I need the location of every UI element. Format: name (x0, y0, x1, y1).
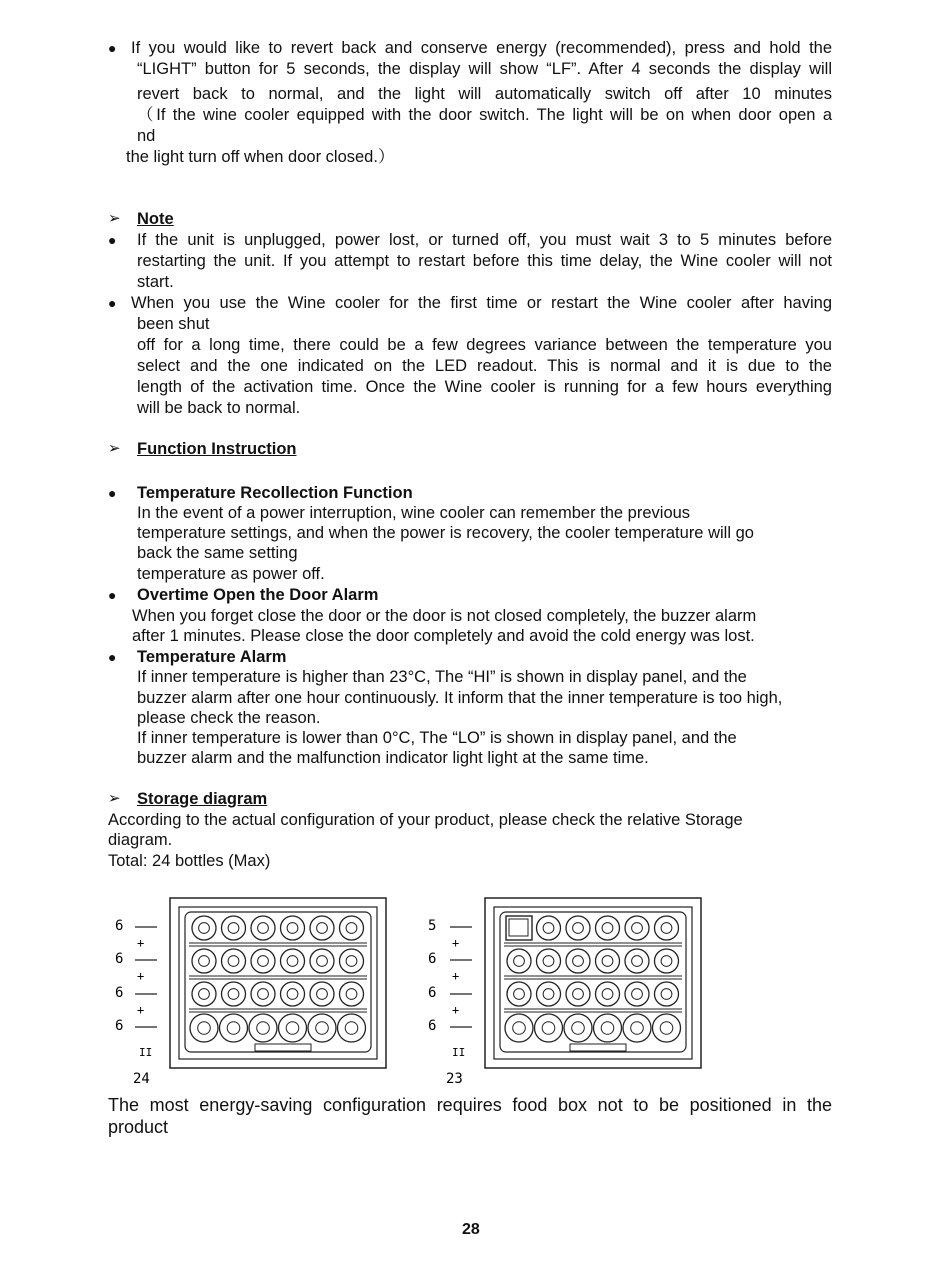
bottle-neck (573, 956, 584, 967)
bottle-outer (249, 1014, 277, 1042)
bottle-neck (228, 956, 239, 967)
bottle-outer (192, 949, 216, 973)
food-box-inner (509, 919, 528, 936)
bullet-icon: ● (108, 587, 117, 603)
row-count-label: 6 (428, 985, 437, 1001)
bottle-outer (537, 949, 561, 973)
page-number: 28 (462, 1221, 480, 1238)
bottle-outer (222, 949, 246, 973)
bottle-neck (258, 956, 269, 967)
bottle-outer (537, 982, 561, 1006)
bottle-neck (573, 989, 584, 1000)
bottle-neck (257, 1022, 270, 1035)
bottle-outer (566, 916, 590, 940)
bottle-neck (573, 923, 584, 934)
bottle-neck (514, 989, 525, 1000)
bottle-outer (507, 982, 531, 1006)
text-line: According to the actual configuration of your product, please check the relative Storage (108, 811, 743, 829)
plus-sign: + (137, 1003, 145, 1017)
bottle-outer (340, 982, 364, 1006)
bottle-neck (199, 989, 210, 1000)
bottle-neck (316, 1022, 329, 1035)
text-line: In the event of a power interruption, wine cooler can remember the previous (137, 504, 691, 522)
bottle-rows (504, 916, 682, 1051)
bottle-neck (543, 923, 554, 934)
bottle-outer (251, 949, 275, 973)
bottle-outer (281, 982, 305, 1006)
text-line: off for a long time, there could be a few degrees variance between the temperature you (137, 336, 832, 354)
bottle-neck (227, 1022, 240, 1035)
bottle-outer (279, 1014, 307, 1042)
bottle-neck (258, 923, 269, 934)
bottle-outer (625, 949, 649, 973)
bottle-neck (632, 923, 643, 934)
bottle-outer (220, 1014, 248, 1042)
bottle-outer (655, 982, 679, 1006)
bullet-icon: ● (108, 295, 117, 311)
bottle-outer (251, 916, 275, 940)
text-line: please check the reason. (137, 709, 321, 727)
text-line: Total: 24 bottles (Max) (108, 852, 271, 870)
bottle-outer (596, 949, 620, 973)
plus-sign: + (452, 936, 460, 950)
row-count-label: 6 (115, 951, 124, 967)
bottle-outer (192, 916, 216, 940)
bottle-neck (514, 956, 525, 967)
bottle-neck (228, 989, 239, 1000)
bottle-outer (310, 916, 334, 940)
text-line: If the unit is unplugged, power lost, or turned off, you must wait 3 to 5 minutes before (137, 231, 832, 249)
function-heading: Function Instruction (137, 440, 297, 458)
bottle-outer (655, 949, 679, 973)
bottle-outer (222, 982, 246, 1006)
bottle-neck (602, 956, 613, 967)
total-label: 23 (446, 1071, 463, 1087)
bottle-outer (625, 982, 649, 1006)
text-line: If you would like to revert back and conserve energy (recommended), press and hold the (131, 39, 832, 57)
bottle-outer (192, 982, 216, 1006)
bottle-neck (317, 923, 328, 934)
text-line: When you use the Wine cooler for the first time or restart the Wine cooler after having (131, 294, 832, 312)
bottle-outer (251, 982, 275, 1006)
row-count-label: 5 (428, 918, 437, 934)
bottle-neck (602, 989, 613, 1000)
feature-title: Overtime Open the Door Alarm (137, 586, 379, 604)
text-line: buzzer alarm and the malfunction indicator light light at the same time. (137, 749, 649, 767)
bottle-outer (594, 1014, 622, 1042)
control-panel (255, 1044, 311, 1051)
text-line: buzzer alarm after one hour continuously. It inform that the inner temperature is too high, (137, 689, 783, 707)
bottle-outer (507, 949, 531, 973)
bottle-outer (340, 916, 364, 940)
bottle-neck (345, 1022, 358, 1035)
bottle-neck (346, 923, 357, 934)
bottle-neck (543, 989, 554, 1000)
row-count-label: 6 (428, 1018, 437, 1034)
bottle-neck (199, 923, 210, 934)
plus-sign: + (452, 1003, 460, 1017)
bottle-neck (543, 956, 554, 967)
bottle-neck (602, 923, 613, 934)
bottle-neck (286, 1022, 299, 1035)
bottle-outer (222, 916, 246, 940)
bottle-outer (310, 982, 334, 1006)
bottle-outer (566, 982, 590, 1006)
bullet-icon: ● (108, 40, 117, 56)
text-line: the light turn off when door closed.） (126, 148, 395, 166)
bottle-outer (537, 916, 561, 940)
text-line: “LIGHT” button for 5 seconds, the display will show “LF”. After 4 seconds the display will (137, 60, 832, 78)
bottle-outer (308, 1014, 336, 1042)
bottle-neck (632, 956, 643, 967)
text-line: will be back to normal. (137, 399, 301, 417)
text-line: back the same setting (137, 544, 298, 562)
bottle-neck (660, 1022, 673, 1035)
bottle-outer (340, 949, 364, 973)
bottle-outer (505, 1014, 533, 1042)
text-line: If inner temperature is higher than 23°C, The “HI” is shown in display panel, and the (137, 668, 747, 686)
bottle-outer (655, 916, 679, 940)
bottle-neck (632, 989, 643, 1000)
total-label: 24 (133, 1071, 150, 1087)
bullet-icon: ● (108, 485, 117, 501)
bottle-neck (542, 1022, 555, 1035)
text-line: temperature as power off. (137, 565, 325, 583)
text-line: restarting the unit. If you attempt to restart before this time delay, the Wine cooler will not (137, 252, 832, 270)
bottle-neck (661, 989, 672, 1000)
equals-sign: II (139, 1046, 153, 1059)
bottle-outer (596, 916, 620, 940)
bottle-outer (190, 1014, 218, 1042)
bottle-neck (199, 956, 210, 967)
plus-sign: + (452, 969, 460, 983)
feature-title: Temperature Recollection Function (137, 484, 413, 502)
arrow-bullet-icon: ➢ (108, 790, 121, 807)
bottle-neck (601, 1022, 614, 1035)
text-line: select and the one indicated on the LED readout. This is normal and it is due to the (137, 357, 832, 375)
text-line: been shut (137, 315, 210, 333)
bottle-outer (338, 1014, 366, 1042)
text-line: When you forget close the door or the door is not closed completely, the buzzer alarm (132, 607, 757, 625)
bottle-neck (513, 1022, 526, 1035)
bottle-outer (310, 949, 334, 973)
bottle-outer (566, 949, 590, 973)
bullet-icon: ● (108, 232, 117, 248)
bullet-icon: ● (108, 649, 117, 665)
bottle-neck (287, 989, 298, 1000)
control-panel (570, 1044, 626, 1051)
row-count-label: 6 (428, 951, 437, 967)
bottle-neck (228, 923, 239, 934)
bottle-outer (281, 916, 305, 940)
storage-diagram-right (420, 890, 710, 1090)
text-line: （If the wine cooler equipped with the door switch. The light will be on when door open a (137, 106, 832, 124)
text-line: revert back to normal, and the light will automatically switch off after 10 minutes (137, 85, 832, 103)
bottle-neck (661, 923, 672, 934)
bottle-outer (535, 1014, 563, 1042)
arrow-bullet-icon: ➢ (108, 440, 121, 457)
bottle-outer (281, 949, 305, 973)
arrow-bullet-icon: ➢ (108, 210, 121, 227)
storage-diagram-left (105, 890, 395, 1090)
bottle-outer (625, 916, 649, 940)
text-line: start. (137, 273, 174, 291)
bottle-neck (346, 956, 357, 967)
note-heading: Note (137, 210, 174, 228)
text-line: after 1 minutes. Please close the door completely and avoid the cold energy was lost. (132, 627, 755, 645)
row-count-label: 6 (115, 918, 124, 934)
bottle-neck (317, 989, 328, 1000)
bottle-neck (572, 1022, 585, 1035)
bottle-neck (287, 956, 298, 967)
bottle-neck (258, 989, 269, 1000)
footer-note-line: The most energy-saving configuration requires food box not to be positioned in the (108, 1095, 832, 1115)
equals-sign: II (452, 1046, 466, 1059)
bottle-rows (189, 916, 367, 1051)
bottle-outer (564, 1014, 592, 1042)
text-line: length of the activation time. Once the Wine cooler is running for a few hours everything (137, 378, 832, 396)
storage-heading: Storage diagram (137, 790, 268, 808)
text-line: If inner temperature is lower than 0°C, The “LO” is shown in display panel, and the (137, 729, 737, 747)
bottle-neck (346, 989, 357, 1000)
bottle-outer (653, 1014, 681, 1042)
bottle-outer (623, 1014, 651, 1042)
text-line: temperature settings, and when the power is recovery, the cooler temperature will go (137, 524, 754, 542)
plus-sign: + (137, 969, 145, 983)
text-line: diagram. (108, 831, 173, 849)
feature-title: Temperature Alarm (137, 648, 287, 666)
text-line: nd (137, 127, 156, 145)
row-count-label: 6 (115, 985, 124, 1001)
bottle-neck (317, 956, 328, 967)
bottle-outer (596, 982, 620, 1006)
bottle-neck (631, 1022, 644, 1035)
row-count-label: 6 (115, 1018, 124, 1034)
footer-note-line: product (108, 1117, 169, 1137)
bottle-neck (661, 956, 672, 967)
bottle-neck (287, 923, 298, 934)
plus-sign: + (137, 936, 145, 950)
bottle-neck (198, 1022, 211, 1035)
